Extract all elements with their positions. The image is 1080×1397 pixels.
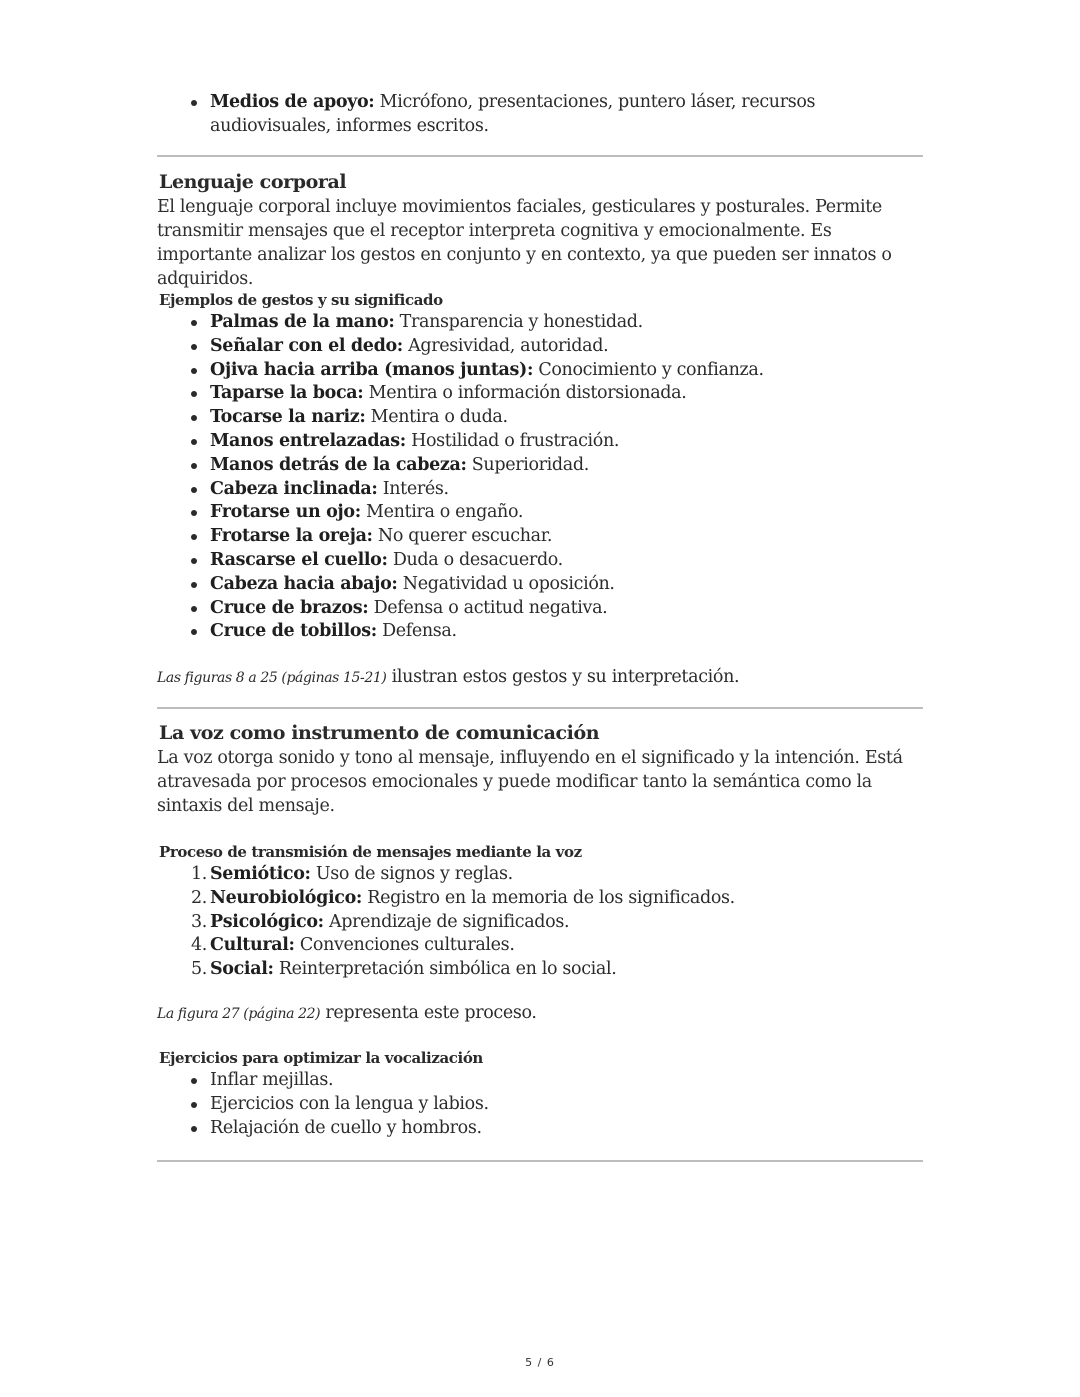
list-item-desc: Uso de signos y reglas. bbox=[315, 864, 513, 884]
list-item bbox=[157, 311, 923, 335]
exercises-block bbox=[157, 1049, 923, 1140]
list-item bbox=[157, 863, 923, 887]
list-item bbox=[157, 335, 923, 359]
page-indicator: 5 / 6 bbox=[525, 1356, 555, 1369]
support-media-list bbox=[157, 91, 923, 139]
bullet-icon bbox=[191, 1126, 197, 1132]
list-item-term: Taparse la boca: bbox=[210, 383, 364, 404]
section-divider bbox=[157, 155, 923, 157]
subsection-title: Ejemplos de gestos y su significado bbox=[159, 291, 443, 309]
bullet-icon bbox=[191, 487, 197, 493]
list-item-desc: Mentira o información distorsionada. bbox=[368, 383, 687, 404]
caption-reference: Las figuras 8 a 25 (páginas 15-21) bbox=[157, 670, 387, 686]
list-item-term: Medios de apoyo: bbox=[210, 92, 375, 112]
list-item-term: Cultural: bbox=[210, 935, 295, 956]
list-item-desc: Inflar mejillas. bbox=[210, 1070, 334, 1090]
list-item-term: Tocarse la nariz: bbox=[210, 407, 366, 428]
list-item-term: Ojiva hacia arriba (manos juntas): bbox=[210, 359, 534, 380]
subsection-title: Proceso de transmisión de mensajes mediante la voz bbox=[159, 843, 582, 861]
list-item-desc: Registro en la memoria de los significados. bbox=[367, 887, 735, 908]
list-item bbox=[157, 430, 923, 454]
bullet-icon bbox=[191, 439, 197, 445]
bullet-icon bbox=[191, 558, 197, 564]
section-paragraph: La voz otorga sonido y tono al mensaje, influyendo en el significado y la intención. Está atravesada por procesos emocionales y puede modificar tanto la semántica como la sintaxis del mensaje. bbox=[157, 748, 903, 816]
list-item-desc: Interés. bbox=[382, 478, 449, 499]
list-item bbox=[157, 91, 923, 139]
bullet-icon bbox=[191, 534, 197, 540]
list-item-term: Cruce de tobillos: bbox=[210, 621, 377, 642]
list-number: 5. bbox=[191, 959, 207, 980]
list-item-desc: Superioridad. bbox=[471, 454, 589, 475]
list-item bbox=[157, 501, 923, 525]
list-item-term: Cabeza hacia abajo: bbox=[210, 573, 398, 594]
section-paragraph: El lenguaje corporal incluye movimientos faciales, gesticulares y posturales. Permite transmitir mensajes que el receptor interpreta cognitiva y emocionalmente. Es importante analizar los gestos en conjunto y en contexto, ya que pueden ser innatos o adquiridos. bbox=[157, 197, 892, 289]
gestures-block bbox=[157, 291, 923, 644]
list-item-term: Frotarse la oreja: bbox=[210, 526, 373, 547]
list-item bbox=[157, 454, 923, 478]
section-divider bbox=[157, 1160, 923, 1162]
list-item-term: Palmas de la mano: bbox=[210, 312, 395, 332]
list-item-term: Social: bbox=[210, 959, 274, 980]
list-item-desc: Aprendizaje de significados. bbox=[329, 911, 570, 932]
bullet-icon bbox=[191, 629, 197, 635]
list-number: 4. bbox=[191, 935, 207, 956]
list-item bbox=[157, 525, 923, 549]
bullet-icon bbox=[191, 1078, 197, 1084]
list-item-desc: Defensa o actitud negativa. bbox=[373, 597, 608, 618]
list-item-term: Cabeza inclinada: bbox=[210, 478, 378, 499]
list-item-term: Señalar con el dedo: bbox=[210, 335, 403, 356]
list-item bbox=[157, 911, 923, 935]
list-item-term: Cruce de brazos: bbox=[210, 597, 369, 618]
bullet-icon bbox=[191, 100, 197, 106]
list-item-desc: Duda o desacuerdo. bbox=[392, 549, 563, 570]
top-list-block bbox=[157, 91, 923, 139]
list-item-term: Frotarse un ojo: bbox=[210, 502, 361, 523]
process-block bbox=[157, 843, 923, 982]
list-item-desc: Conocimiento y confianza. bbox=[538, 359, 764, 380]
list-number: 2. bbox=[191, 887, 207, 908]
list-item bbox=[157, 1069, 923, 1093]
list-item bbox=[157, 478, 923, 502]
list-item-desc: Mentira o duda. bbox=[370, 407, 508, 428]
list-item bbox=[157, 1093, 923, 1117]
list-item bbox=[157, 573, 923, 597]
section-divider bbox=[157, 707, 923, 709]
figure-caption bbox=[157, 1003, 923, 1023]
list-item-desc: Mentira o engaño. bbox=[366, 502, 524, 523]
list-item-desc: No querer escuchar. bbox=[377, 526, 553, 547]
list-number: 3. bbox=[191, 911, 207, 932]
exercises-list bbox=[157, 1069, 923, 1140]
list-item-desc: Defensa. bbox=[382, 621, 457, 642]
list-item-term: Rascarse el cuello: bbox=[210, 549, 388, 570]
list-item-desc: Agresividad, autoridad. bbox=[408, 335, 609, 356]
list-item-desc: Reinterpretación simbólica en lo social. bbox=[278, 959, 617, 980]
caption-text: ilustran estos gestos y su interpretación. bbox=[386, 667, 740, 687]
list-item bbox=[157, 406, 923, 430]
section-title: La voz como instrumento de comunicación bbox=[159, 722, 600, 744]
bullet-icon bbox=[191, 463, 197, 469]
list-item-term: Manos entrelazadas: bbox=[210, 430, 406, 451]
bullet-icon bbox=[191, 320, 197, 326]
list-item bbox=[157, 597, 923, 621]
bullet-icon bbox=[191, 344, 197, 350]
list-item-term: Psicológico: bbox=[210, 911, 324, 932]
list-item bbox=[157, 382, 923, 406]
bullet-icon bbox=[191, 391, 197, 397]
figures-caption bbox=[157, 667, 923, 687]
bullet-icon bbox=[191, 1102, 197, 1108]
list-item-term: Manos detrás de la cabeza: bbox=[210, 454, 467, 475]
list-item bbox=[157, 1117, 923, 1141]
list-item-desc: Hostilidad o frustración. bbox=[411, 430, 620, 451]
list-item-desc: Negatividad u oposición. bbox=[402, 573, 615, 594]
list-item bbox=[157, 958, 923, 982]
bullet-icon bbox=[191, 606, 197, 612]
list-item-desc: Micrófono, presentaciones, puntero láser, recursos audiovisuales, informes escritos. bbox=[210, 92, 816, 136]
list-item-desc: Ejercicios con la lengua y labios. bbox=[210, 1093, 489, 1114]
bullet-icon bbox=[191, 510, 197, 516]
list-item bbox=[157, 887, 923, 911]
section-title: Lenguaje corporal bbox=[159, 171, 347, 193]
section-body-language bbox=[157, 171, 923, 291]
caption-text: representa este proceso. bbox=[320, 1003, 537, 1023]
list-item-desc: Transparencia y honestidad. bbox=[399, 312, 643, 332]
list-item bbox=[157, 359, 923, 383]
bullet-icon bbox=[191, 368, 197, 374]
list-item-desc: Relajación de cuello y hombros. bbox=[210, 1117, 482, 1138]
bullet-icon bbox=[191, 582, 197, 588]
list-number: 1. bbox=[191, 864, 207, 884]
bullet-icon bbox=[191, 415, 197, 421]
subsection-title: Ejercicios para optimizar la vocalización bbox=[159, 1049, 483, 1067]
list-item-term: Semiótico: bbox=[210, 864, 311, 884]
caption-reference: La figura 27 (página 22) bbox=[157, 1006, 321, 1022]
list-item-term: Neurobiológico: bbox=[210, 887, 363, 908]
process-list bbox=[157, 863, 923, 982]
gestures-list bbox=[157, 311, 923, 644]
section-voice bbox=[157, 722, 923, 818]
list-item bbox=[157, 620, 923, 644]
list-item bbox=[157, 549, 923, 573]
list-item bbox=[157, 934, 923, 958]
list-item-desc: Convenciones culturales. bbox=[299, 935, 515, 956]
